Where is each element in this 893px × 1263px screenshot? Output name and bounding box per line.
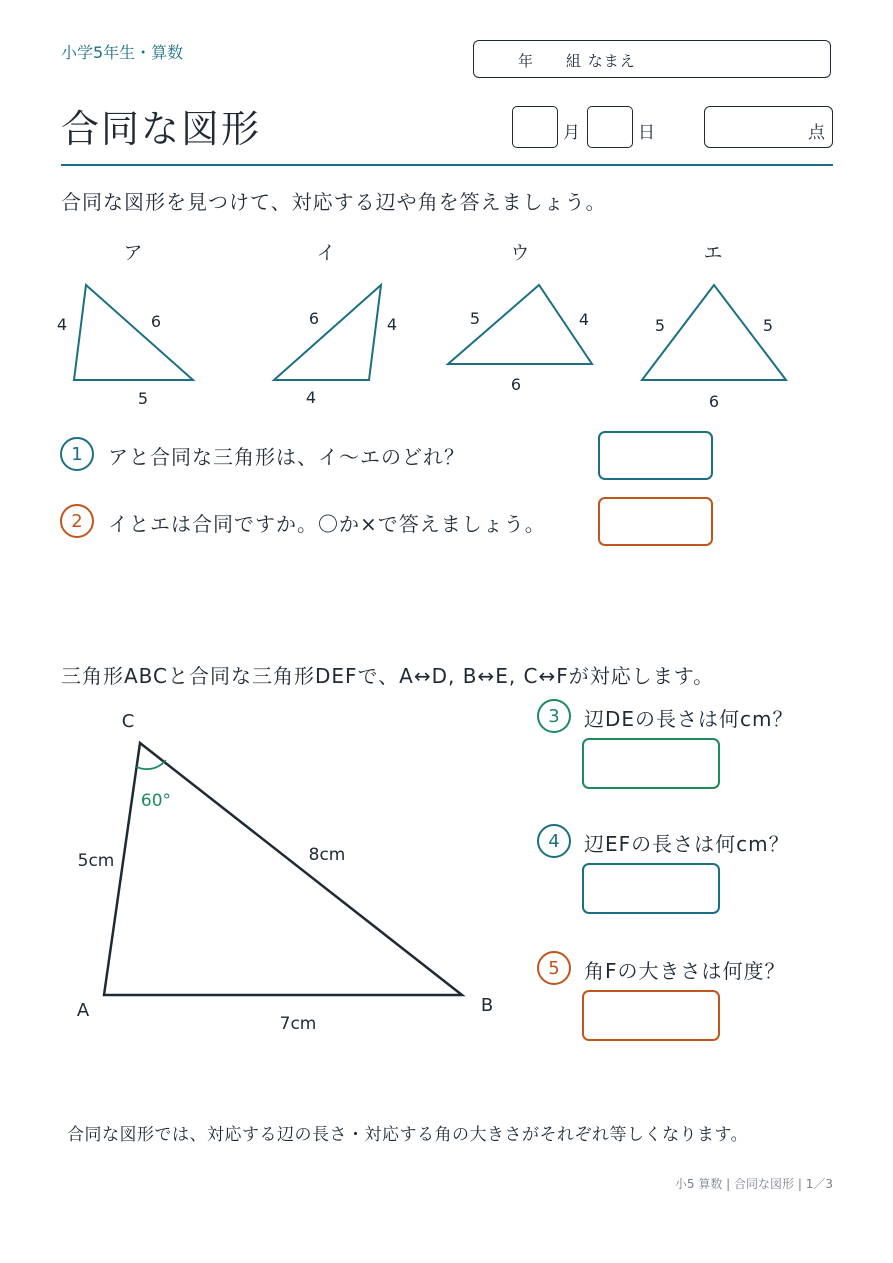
section1-instruction: 合同な図形を見つけて、対応する辺や角を答えましょう。 <box>61 190 607 214</box>
side-label: 5 <box>762 316 774 335</box>
side-cb-label: 8cm <box>308 845 346 865</box>
side-label: 6 <box>708 392 720 411</box>
side-label: 5 <box>137 389 149 408</box>
name-label: 年 組 なまえ <box>518 52 636 70</box>
side-label: 4 <box>386 315 398 334</box>
question-number-3: 3 <box>537 699 571 733</box>
answer-box-5[interactable] <box>582 990 720 1041</box>
month-field[interactable] <box>512 106 558 148</box>
angle-c-arc <box>137 760 166 769</box>
day-field[interactable] <box>587 106 633 148</box>
question-text-1: アと合同な三角形は、イ〜エのどれ？ <box>108 445 465 469</box>
answer-box-3[interactable] <box>582 738 720 789</box>
side-label: 4 <box>305 388 317 407</box>
shape-label-u: ウ <box>510 242 530 264</box>
vertex-b-label: B <box>480 995 494 1016</box>
month-label: 月 <box>563 123 580 143</box>
triangle-i <box>274 285 381 380</box>
section2-instruction: 三角形ABCと合同な三角形DEFで、A↔D, B↔E, C↔Fが対応します。 <box>61 664 715 688</box>
header-divider <box>61 164 833 166</box>
answer-box-1[interactable] <box>598 431 713 480</box>
side-label: 6 <box>510 375 522 394</box>
side-label: 5 <box>654 316 666 335</box>
shape-label-e: エ <box>703 242 723 264</box>
shape-label-a: ア <box>123 242 143 264</box>
side-ac-label: 5cm <box>77 851 115 871</box>
vertex-c-label: C <box>121 711 135 732</box>
page-title: 合同な図形 <box>61 107 262 151</box>
page-footer: 小5 算数 | 合同な図形 | 1／3 <box>674 1177 833 1191</box>
shape-label-i: イ <box>316 242 336 264</box>
question-text-5: 角Fの大きさは何度？ <box>584 959 786 983</box>
score-label: 点 <box>808 123 825 143</box>
triangle-a <box>74 285 193 380</box>
side-label: 4 <box>56 315 68 334</box>
vertex-a-label: A <box>76 1000 90 1021</box>
question-text-4: 辺EFの長さは何cm？ <box>584 832 790 856</box>
angle-c-label: 60° <box>140 791 172 811</box>
question-number-4: 4 <box>537 824 571 858</box>
shapes-figure <box>0 230 893 420</box>
side-label: 6 <box>308 309 320 328</box>
answer-box-2[interactable] <box>598 497 713 546</box>
day-label: 日 <box>638 123 655 143</box>
side-label: 5 <box>469 309 481 328</box>
side-label: 6 <box>150 312 162 331</box>
question-text-3: 辺DEの長さは何cm？ <box>584 707 794 731</box>
side-label: 4 <box>578 310 590 329</box>
question-number-2: 2 <box>60 504 94 538</box>
question-number-5: 5 <box>537 951 571 985</box>
summary-note: 合同な図形では、対応する辺の長さ・対応する角の大きさがそれぞれ等しくなります。 <box>67 1125 749 1145</box>
question-number-1: 1 <box>60 437 94 471</box>
triangle-abc <box>104 743 462 995</box>
grade-label: 小学5年生・算数 <box>61 43 184 62</box>
triangle-abc-figure <box>0 700 520 1050</box>
side-ab-label: 7cm <box>279 1014 317 1034</box>
answer-box-4[interactable] <box>582 863 720 914</box>
question-text-2: イとエは合同ですか。〇か×で答えましょう。 <box>108 512 546 536</box>
